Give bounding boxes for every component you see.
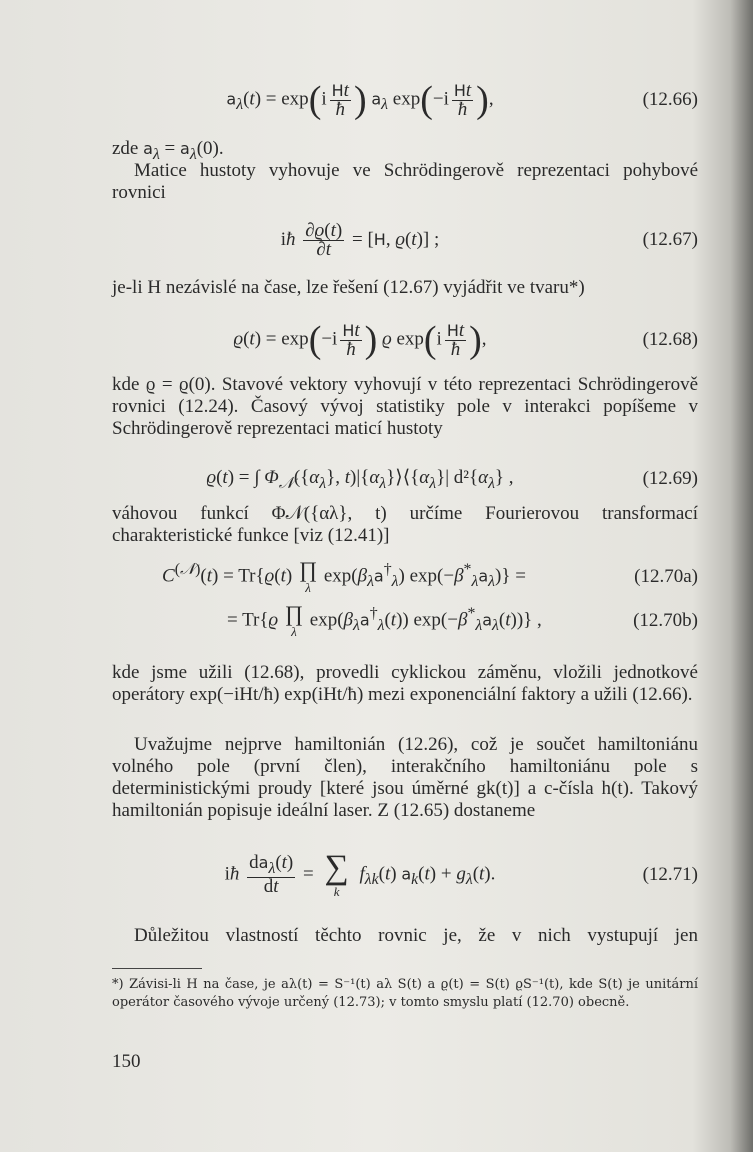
equation-body: ϱ(t) = exp(−i $\frac{Ht}{ħ}$ ) ϱ exp(i $\frac{Ht}{ħ}$ ),	[233, 319, 487, 361]
equation-number: (12.71)	[642, 864, 698, 885]
paragraph: kde jsme užili (12.68), provedli cyklickou záměnu, vložili jednotkové operátory exp(−iHt/ħ) exp(iHt/ħ) mezi exponenciální faktory a užili (12.66).	[112, 662, 698, 705]
paragraph: kde ϱ = ϱ(0). Stavové vektory vyhovují v této reprezentaci Schrödingerově rovnici (12.24). Časový vývoj statistiky pole v interakci popíšeme v Schrödingerově reprezentaci maticí hustoty	[112, 374, 698, 439]
page-number: 150	[112, 1051, 141, 1072]
equation-number: (12.70a)	[634, 566, 698, 587]
equation-body: $C^{(𝒩)}(t) = Tr\{ϱ(t)$ ∏ λ $\exp(\beta_\lambda a^\dagger_\lambda) \exp(-\beta^*_\lambda a_\lambda)$} =	[162, 557, 526, 595]
equation-12-69	[112, 466, 698, 492]
paragraph: zde $a_\lambda = a_\lambda(0)$.	[112, 138, 224, 163]
paragraph: Matice hustoty vyhovuje ve Schrödingerově reprezentaci pohybové rovnici	[112, 160, 698, 203]
footnote-rule	[112, 968, 202, 969]
equation-body: = Tr{ϱ ∏ λ $\exp(\beta_\lambda a^\dagger_\lambda(t))$ $\exp(-\beta^*_\lambda a_\lambda(t))$} ,	[227, 601, 542, 639]
paragraph: Důležitou vlastností těchto rovnic je, že v nich vystupují jen	[134, 925, 698, 946]
equation-12-68	[112, 310, 698, 370]
equation-12-67	[112, 210, 698, 270]
footnote: *) Závisi-li H na čase, je aλ(t) = S⁻¹(t) aλ S(t) a ϱ(t) = S(t) ϱS⁻¹(t), kde S(t) je unitární operátor časového vývoje určený (12.73); v tomto smyslu platí (12.70) obecně.	[112, 977, 698, 1010]
equation-12-70b	[112, 601, 698, 639]
equation-body: ϱ(t) = ∫ $\Phi_𝒩(\{\alpha_\lambda\}$, $t)|\{\alpha_\lambda\}⟩⟨\{\alpha_\lambda\}|$ $d^2\{\alpha_\lambda\}$ ,	[206, 466, 514, 492]
paragraph: Uvažujme nejprve hamiltonián (12.26), což je součet hamiltoniánu volného pole (první člen), interakčního hamiltoniánu pole s deterministickými proudy [které jsou úměrné gk(t)] a c-čísla h(t). Takový hamiltonián popisuje ideální laser. Z (12.65) dostaneme	[112, 734, 698, 821]
equation-12-71	[112, 845, 698, 905]
equation-number: (12.69)	[642, 468, 698, 489]
equation-12-66	[112, 70, 698, 130]
equation-number: (12.68)	[642, 329, 698, 350]
equation-body: $a_\lambda(t) = \exp(i$ $\frac{Ht}{ħ}$ ) $a_\lambda$ exp(−i $\frac{Ht}{ħ}$ ),	[226, 79, 494, 121]
equation-number: (12.66)	[642, 89, 698, 110]
equation-body: iħ $\frac{\partial ϱ(t)}{\partial t}$ = [H, ϱ(t)] ;	[280, 219, 440, 260]
equation-12-70a	[112, 557, 698, 595]
paragraph: je-li H nezávislé na čase, lze řešení (12.67) vyjádřit ve tvaru*)	[112, 277, 585, 298]
paragraph: váhovou funkcí Φ𝒩({αλ}, t) určíme Fourierovou transformací charakteristické funkce [viz (12.41)]	[112, 503, 698, 546]
equation-number: (12.70b)	[633, 610, 698, 631]
equation-body: iħ $\frac{da_\lambda(t)}{dt}$ = ∑ k $f_{\lambda k}(t) a_k(t) + g_\lambda(t)$.	[224, 849, 496, 899]
equation-number: (12.67)	[642, 229, 698, 250]
